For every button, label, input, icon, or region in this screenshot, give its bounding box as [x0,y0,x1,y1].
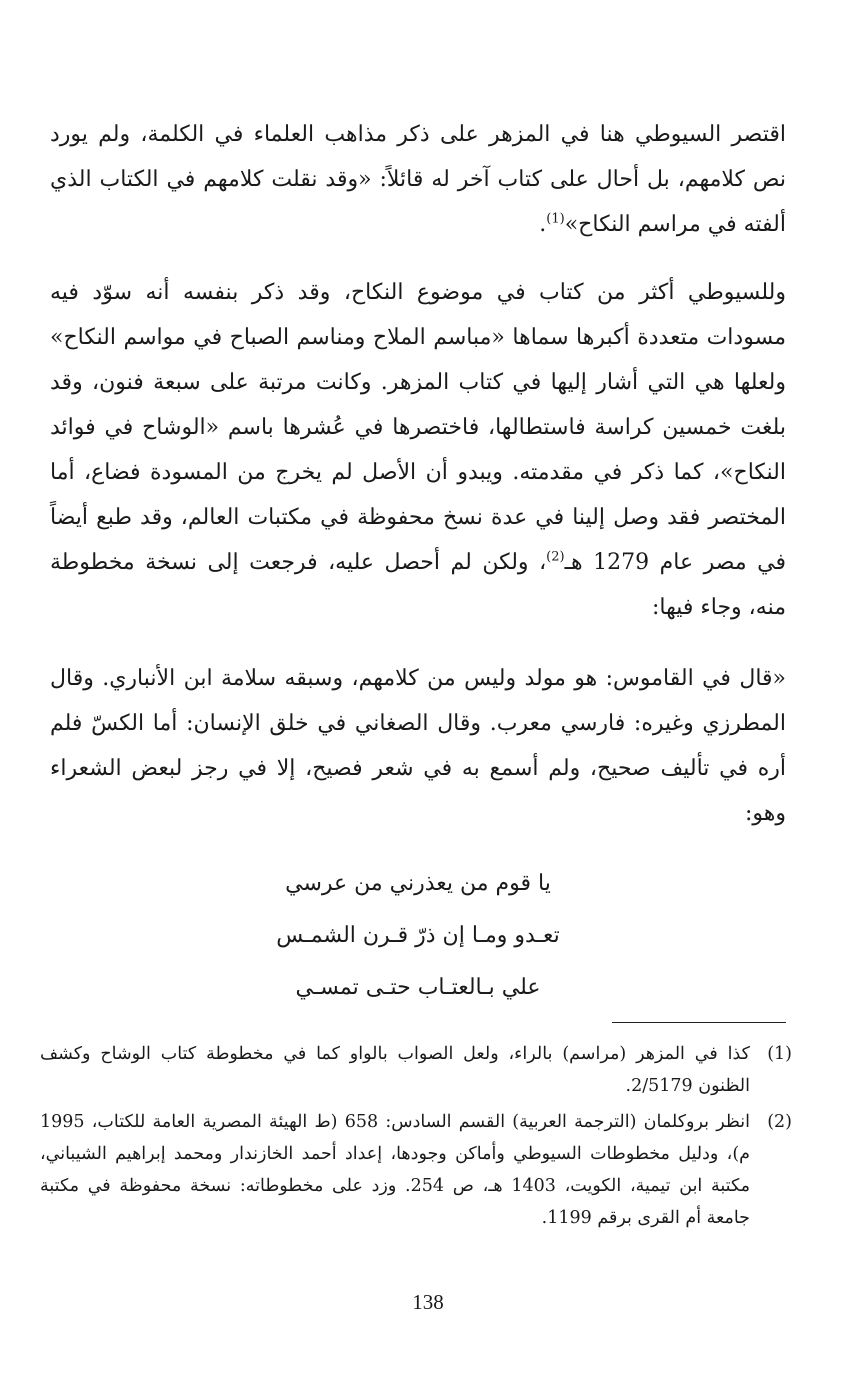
paragraph-2-text: وللسيوطي أكثر من كتاب في موضوع النكاح، وقد ذكر بنفسه أنه سوّد فيه مسودات متعددة أكبرها سماها «مباسم الملاح ومناسم الصباح في مواسم النكاح» ولعلها هي التي أشار إليها في كتاب المزهر. وكانت مرتبة على سبعة فنون، وقد بلغت خمسين كراسة فاستطالها، فاختصرها في عُشرها باسم «الوشاح في فوائد النكاح»، كما ذكر في مقدمته. ويبدو أن الأصل لم يخرج من المسودة فضاع، أما المختصر فقد وصل إلينا في عدة نسخ محفوظة في مكتبات العالم، وقد طبع أيضاً في مصر عام 1279 هـ [50,280,786,575]
paragraph-2-tail: ، ولكن لم أحصل عليه، فرجعت إلى نسخة مخطوطة منه، وجاء فيها: [50,550,786,620]
footnotes [40,1038,792,1238]
poem-verse-2: تعـدو ومـا إن ذرّ قـرن الشمـس [276,923,560,948]
paragraph-1-end: . [539,212,547,237]
footnote-2 [40,1106,792,1234]
poem [50,858,786,1014]
poem-verse-3: علي بـالعتـاب حتـى تمسـي [295,975,541,1000]
footnote-divider [612,1022,786,1023]
footnote-2-number: (2) [767,1112,792,1132]
page-number: 138 [412,1290,444,1314]
footnote-1 [40,1038,792,1102]
quotation-paragraph [50,656,786,836]
paragraph-2 [50,270,786,630]
footnote-ref-2: (2) [546,549,565,565]
footnote-ref-1: (1) [546,211,565,227]
footnote-1-number: (1) [767,1044,792,1064]
paragraph-1 [50,112,786,247]
poem-verse-1: يا قوم من يعذرني من عرسي [285,871,551,896]
quotation-text: «قال في القاموس: هو مولد وليس من كلامهم، وسبقه سلامة ابن الأنباري. وقال المطرزي وغيره: فارسي معرب. وقال الصغاني في خلق الإنسان: أما الكسّ فلم أره في تأليف صحيح، ولم أسمع به في شعر فصيح، إلا في رجز لبعض الشعراء وهو: [50,666,786,826]
footnote-2-text: انظر بروكلمان (الترجمة العربية) القسم السادس: 658 (ط الهيئة المصرية العامة للكتاب، 1995 م)، ودليل مخطوطات السيوطي وأماكن وجودها، إعداد أحمد الخازندار ومحمد إبراهيم الشيباني، مكتبة ابن تيمية، الكويت، 1403 هـ، ص 254. وزد على مخطوطاته: نسخة محفوظة في مكتبة جامعة أم القرى برقم 1199. [40,1112,751,1228]
footnote-1-text: كذا في المزهر (مراسم) بالراء، ولعل الصواب بالواو كما في مخطوطة كتاب الوشاح وكشف الظنون 2/5179. [40,1044,750,1096]
paragraph-1-text: اقتصر السيوطي هنا في المزهر على ذكر مذاهب العلماء في الكلمة، ولم يورد نص كلامهم، بل أحال على كتاب آخر له قائلاً: «وقد نقلت كلامهم في الكتاب الذي ألفته في مراسم النكاح» [50,122,786,237]
